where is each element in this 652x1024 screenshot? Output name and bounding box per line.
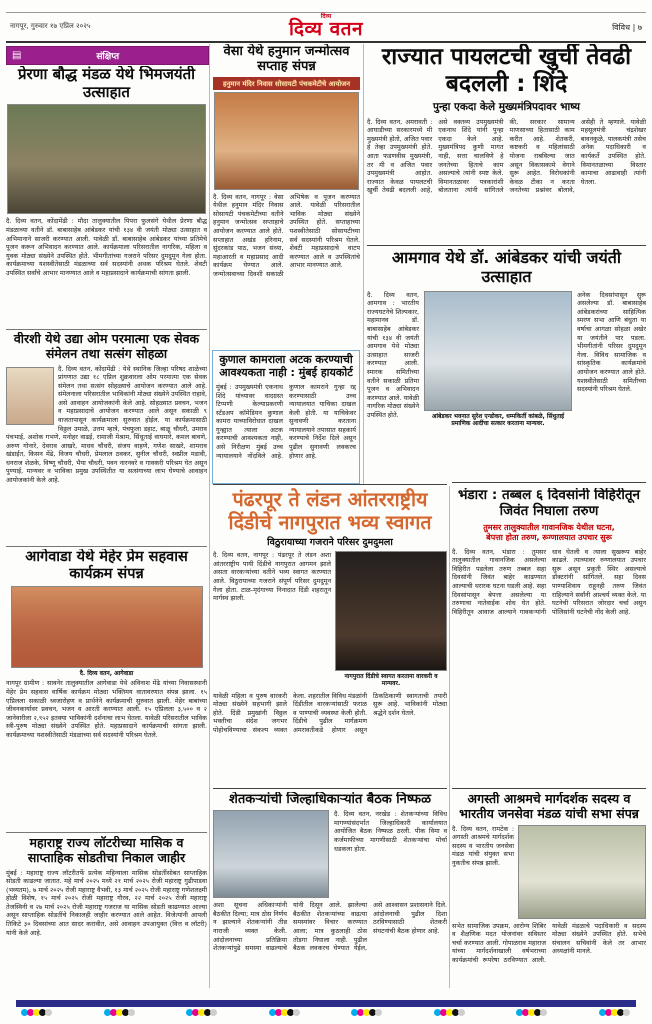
article-agasti <box>452 792 646 988</box>
masthead-title: दिव्य वतन <box>288 18 364 40</box>
article-bhimjayanti <box>6 66 207 328</box>
vesa-subhead-strap: हनुमान मंदिर निवास सोसायटी पंचकमेटीचे आयोजन <box>213 77 360 90</box>
article-dindi <box>213 488 447 786</box>
article-headline: पंढरपूर ते लंडन आंतरराष्ट्रीय दिंडीचे नागपुरात भव्य स्वागत <box>228 488 432 534</box>
article-body-right: अनेक दिवसांपासून सुरू असलेल्या डॉ. बाबासाहेब आंबेडकरांच्या साहित्यिक स्मरण सभा आणि बंधुता या वर्षाचा आगळा सोहळा अखेर या जयंतीने पार पडला. भीमगीतांनी परिसर दुमदुमून गेला. विविध सामाजिक व सांस्कृतिक कार्यक्रमांचे आयोजन करण्यात आले होते. यशस्वीतेसाठी समितीच्या सदस्यांनी परिश्रम घेतले. <box>577 290 646 394</box>
article-body-continued: अशा सूचना अधिकाऱ्यांनी बैठकीत दिल्या; मात्र ठोस निर्णय न झाल्याने शेतकऱ्यांनी तीव्र नाराजी व्यक्त केली. आंदोलनाच्या प्रतिक्रिया शेतकऱ्यांपुढे समस्या वाढल्याचे यांनी दिसून आले. झालेल्या बैठकीत शेतकऱ्यांच्या वाढत्या समस्यांवर विचार करण्यात आला; मात्र कुठलाही ठोस तोडगा निघाला नाही. पुढील बैठक लवकरच घेण्यात येईल, असे आश्वासन प्रशासनाने दिले. आंदोलनाची पुढील दिशा ठरविण्यासाठी शेतकरी संघटनांची बैठक होणार आहे. <box>213 901 447 953</box>
section-page-number: विविध | ७ <box>612 23 642 32</box>
article-divider <box>6 546 207 547</box>
article-headline: अगस्ती आश्रमचे मार्गदर्शक सदस्य व भारतीय जनसेवा मंडळ यांची सभा संपन्न <box>459 792 639 821</box>
article-subhead-2: बेपत्ता होता तरुण, रूग्णालयात उपचार सुरू <box>486 533 612 543</box>
cmyk-dot-group <box>22 1009 52 1016</box>
dindi-figure <box>335 551 447 687</box>
article-shinde <box>367 44 646 242</box>
article-body: दै. दिव्य वतन, अमरावती : आघाडीच्या सरकारमध्ये मी मुख्यमंत्री होतो, अजित पवार हे तेव्हा उपमुख्यमंत्री होते. आता फडणवीस मुख्यमंत्री, तर मी व अजित पवार उपमुख्यमंत्री आहोत. राज्यात केवळ पायलटची खुर्ची तेवढी बदलली आहे, असे वक्तव्य उपमुख्यमंत्री एकनाथ शिंदे यांनी पुन्हा एकदा केले आहे. मुख्यमंत्रिपद कुणी मागत नाही, सत्ता चालविणे हे जनतेच्या हिताचे काम असल्याचे त्यांनी स्पष्ट केले. विमानतळावर पत्रकारांशी बोलताना त्यांनी सांगितले की, सरकार सामान्य माणसाच्या हितासाठी काम करीत आहे. शेतकरी, कष्टकरी व महिलांसाठी योजना राबविल्या जात असून विकासकामे वेगाने सुरू आहेत. विरोधकांनी केवळ टीका न करता जनतेच्या प्रश्नांवर बोलावे, असेही ते म्हणाले. यावेळी महसूलमंत्री चंद्रशेखर बावनकुळे, पालकमंत्री तसेच अनेक पदाधिकारी व कार्यकर्ते उपस्थित होते. विमानतळाच्या विस्तार कामाचा आढावाही त्यांनी घेतला. <box>367 117 646 195</box>
print-registration-marks <box>22 1009 630 1016</box>
article-headline: आमगाव येथे डॉ. आंबेडकर यांची जयंती उत्साहात <box>391 249 622 286</box>
article-virashi <box>6 332 207 544</box>
agewada-photo <box>11 586 203 668</box>
column-divider <box>209 44 210 988</box>
amgaon-figure <box>424 291 572 427</box>
masthead <box>6 14 646 39</box>
article-kunal <box>212 350 360 484</box>
column-divider <box>363 44 364 484</box>
article-body: दै. दिव्य वतन, भंडारा : तुमसर तालुक्यातील गावानजिक असलेल्या विहिरीत पडलेला तरुण तब्बल सहा दिवसांनी जिवंत बाहेर काढण्यात आल्याची थरारक घटना घडली आहे. सहा दिवसांपासून बेपत्ता असलेल्या या तरुणाचा नातेवाईक शोध घेत होते. विहिरीतून आवाज आल्याने गावकऱ्यांनी धाव घेतली व त्याला सुखरूप बाहेर काढले. त्याच्यावर रुग्णालयात उपचार सुरू असून प्रकृती स्थिर असल्याचे डॉक्टरांनी सांगितले. सहा दिवस पाण्याशिवाय राहूनही तरुण जिवंत राहिल्याने सर्वांनी आश्चर्य व्यक्त केले. या घटनेची परिसरात जोरदार चर्चा असून पोलिसांनी घटनेची नोंद केली आहे. <box>452 547 646 616</box>
article-headline: शेतकऱ्यांची जिल्हाधिकाऱ्यांत बैठक निष्फळ <box>229 792 431 807</box>
article-body-continued: यावेळी महिला व पुरुष वारकरी मोठ्या संख्येने सहभागी झाले होते. दिंडी प्रमुखांनी विठ्ठल भक्तीचा संदेश जगभर पोहोचविण्याचा संकल्प व्यक्त केला. शहरातील विविध मंडळांनी दिंडीतील वारकऱ्यांसाठी फराळ व पाण्याची व्यवस्था केली होती. दिंडीचे पुढील मार्गक्रमण अमरावतीकडे होणार असून ठिकठिकाणी स्वागताची तयारी सुरू आहे. भाविकांनी मोठ्या श्रद्धेने दर्शन घेतले. <box>213 691 447 734</box>
page-header <box>6 12 646 43</box>
article-body: दै. दिव्य वतन, नरखेड : शेतकऱ्यांच्या विविध मागण्यांसंदर्भात जिल्हाधिकारी कार्यालयात आयोजित बैठक निष्फळ ठरली. पीक विमा व कर्जमाफीच्या मागणीसाठी शेतकऱ्यांचा मोर्चा धडकला होता. <box>334 810 447 853</box>
article-vesa <box>213 44 360 346</box>
article-headline: आगेवाडा येथे मेहेर प्रेम सहवास कार्यक्रम संपन्न <box>25 549 188 583</box>
cmyk-dot-group <box>517 1009 547 1016</box>
article-bhandara <box>452 488 646 786</box>
article-headline: भंडारा : तब्बल ६ दिवसांनी विहिरीतून जिवंत निघाला तरुण <box>457 488 641 519</box>
agasti-photo <box>518 825 646 919</box>
article-divider <box>6 832 207 833</box>
article-body: नागपूर ग्रामीण : सावनेर तालुक्यातील आगेवाडा येथे अविनाश मेंढे यांच्या निवासस्थानी मेहेर प्रेम सहवास वार्षिक कार्यक्रम मोठ्या भक्तिमय वातावरणात संपन्न झाला. १५ एप्रिलला सकाळी ध्वजारोहण व प्रार्थनेने कार्यक्रमाची सुरुवात झाली. मेहेर बाबांच्या जीवनकार्यावर प्रवचन, भजन व आरती करण्यात आली. १५ एप्रिलला ३,५०० व २ जानेवारीला २,९५२ इतक्या भाविकांनी दर्शनाचा लाभ घेतला. यावेळी परिसरातील भाविक स्त्री-पुरुष मोठ्या संख्येने उपस्थित होते. महाप्रसादाने कार्यक्रमाची सांगता झाली. कार्यक्रमाच्या यशस्वीतेसाठी मंडळाच्या सर्व सदस्यांनी परिश्रम घेतले. <box>6 679 207 739</box>
article-headline: वेसा येथे हनुमान जन्मोत्सव सप्ताह संपन्न <box>223 44 350 75</box>
cmyk-dot-group <box>352 1009 382 1016</box>
brief-section-label: संक्षिप्त <box>96 52 120 62</box>
virashi-portrait-photo <box>6 367 54 425</box>
article-divider <box>452 788 646 789</box>
article-body-left: दै. दिव्य वतन, आमगाव : भारतीय राज्यघटनेचे शिल्पकार, महामानव डॉ. बाबासाहेब आंबेडकर यांची १३४ वी जयंती आमगाव येथे मोठ्या उत्साहात साजरी करण्यात आली. स्मारक समितीच्या वतीने सकाळी प्रतिमा पूजन व अभिवादन करण्यात आले. यावेळी नागरिक मोठ्या संख्येने उपस्थित होते. <box>367 290 419 419</box>
article-body: दै. दिव्य वतन, रामटेक : अगस्ती आश्रमचे मार्गदर्शक सदस्य व भारतीय जनसेवा मंडळ यांची संयुक्त सभा नुकतीच संपन्न झाली. <box>452 824 514 867</box>
article-amgaon <box>367 249 646 480</box>
article-divider <box>452 482 646 483</box>
article-lottery <box>6 836 207 988</box>
article-subhead: पुन्हा एकदा केले मुख्यमंत्रिपदावर भाष्य <box>433 101 580 114</box>
cmyk-dot-group <box>105 1009 135 1016</box>
amgaon-photo-caption: आंबेडकर भवनात सुरेश एन्डोकर, धम्मकिर्ती कांबळे, सिंधुताई प्रमाणिक आदींचा सत्कार करताना मान्यवर. <box>431 412 565 427</box>
article-divider <box>6 329 207 330</box>
article-shetkari <box>213 792 447 988</box>
article-divider <box>213 484 447 485</box>
cmyk-dot-group <box>600 1009 630 1016</box>
article-agewada <box>6 549 207 829</box>
article-subhead: विठुरायाच्या गजराने परिसर दुमदुमला <box>267 537 393 548</box>
article-headline: कुणाल कामराला अटक करण्याची आवश्यकता नाही : मुंबई हायकोर्ट <box>219 353 353 379</box>
article-headline: महाराष्ट्र राज्य लॉटरीच्या मासिक व साप्ताहिक सोडतीचा निकाल जाहीर <box>27 836 186 865</box>
cmyk-dot-group <box>435 1009 465 1016</box>
article-headline: राज्यात पायलटची खुर्ची तेवढी बदलली : शिंदे <box>381 44 632 98</box>
column-divider <box>449 486 450 988</box>
article-body: दै. दिव्य वतन, कोंदामेंढी : येथे स्थानिक जिल्हा परिषद शाळेच्या प्रांगणात उद्या १८ एप्रिल शुक्रवारला ओम परमात्मा एक सेवक संमेलन तथा सत्संग सोहळ्याचे आयोजन करण्यात आले आहे. संमेलनाला परिसरातील भाविकांनी मोठ्या संख्येने उपस्थित राहावे, असे आवाहन आयोजकांनी केले आहे. सोहळ्यात प्रवचन, भजन व महाप्रसादाचे आयोजन करण्यात आले असून सकाळी ९ वाजतापासून कार्यक्रमाला सुरुवात होईल. या कार्यक्रमासाठी विठ्ठल उमाळे, उत्तम म्हात्रे, पंचफुला डहाट, बाळू चौधरी, उमराव पंचभाई, अशोक गभणे, मनोहर वाढई, रामाजी मेश्राम, सिंधूताई वाघमारे, कमल बावणे, अरुण गोनारे, देवराव आखरे, माधव चौधरी, संजय वाहणे, गणेश साखरे, शामराव खंडाईत, किसन मेंढे, विजय चौधरी, प्रेमलाल ठवकर, सुनील चौधरी, स्वप्नील मडावी, धनराज शेळके, विष्णू चौधरी, भैया चौधरी, पवन नारनवरे व गावकरी परिश्रम घेत असून पुण्याई, मान्यवर व भाविका प्रमुख उपस्थितीत या सत्संगाच्या लाभ घेण्याचे आवाहन आयोजकांनी केले आहे. <box>6 364 207 485</box>
footer-rule-bar <box>16 1000 636 1007</box>
dindi-photo-caption: नागपुरात दिंडीचे स्वागत करताना वारकरी व मान्यवर. <box>344 673 438 688</box>
newspaper-icon: ▤ <box>12 49 22 61</box>
article-headline: प्रेरणा बौद्ध मंडळ येथे भिमजयंती उत्साहात <box>17 66 196 101</box>
article-body: दै. दिव्य वतन, कोंदामेंढी : मौदा तालुक्यातील पिपरा फुलसंगे येथील प्रेरणा बौद्ध मंडळाच्या वतीने डॉ. बाबासाहेब आंबेडकर यांची १३४ वी जयंती मोठ्या उत्साहात व अभिमानाने साजरी करण्यात आली. यावेळी डॉ. बाबासाहेब आंबेडकर यांच्या प्रतिमेचे पूजन करून अभिवादन करण्यात आले. कार्यक्रमाला परिसरातील नागरिक, महिला व युवक मोठ्या संख्येने उपस्थित होते. भीमगीतांच्या गजराने परिसर दुमदुमून गेला होता. कार्यक्रमाच्या यशस्वीतेसाठी मंडळाच्या सर्व सदस्यांनी अथक परिश्रम घेतले. शेवटी उपस्थित सर्वांचे आभार मानण्यात आले व महाप्रसादाने कार्यक्रमाची सांगता झाली. <box>6 217 207 277</box>
cmyk-dot-group <box>270 1009 300 1016</box>
cmyk-dot-group <box>187 1009 217 1016</box>
article-body-continued: सभेत सामाजिक उपक्रम, आरोग्य शिबिर व शैक्षणिक मदत योजनांवर सविस्तर चर्चा करण्यात आली. गोपाळराव महाराज यांच्या मार्गदर्शनाखाली वर्षभराच्या कार्यक्रमांची रूपरेषा ठरविण्यात आली. यावेळी मंडळाचे पदाधिकारी व सदस्य मोठ्या संख्येने उपस्थित होते. सभेचे संचालन सचिवांनी केले तर आभार अध्यक्षांनी मानले. <box>452 921 646 964</box>
article-divider <box>213 788 447 789</box>
article-divider <box>367 245 646 246</box>
brief-section-bar <box>6 46 209 65</box>
bhimjayanti-photo <box>7 104 206 214</box>
article-body: दै. दिव्य वतन, नागपूर : वेसा येथील हनुमान मंदिर निवास सोसायटी पंचकमेटीच्या वतीने हनुमान जन्मोत्सव सप्ताहाचे आयोजन करण्यात आले होते. सप्ताहात अखंड हरिनाम, सुंदरकांड पाठ, भजन संध्या, महाआरती व महाप्रसाद आदी कार्यक्रम घेण्यात आले. जन्मोत्सवाच्या दिवशी सकाळी अभिषेक व पूजन करण्यात आले. यावेळी परिसरातील भाविक मोठ्या संख्येने उपस्थित होते. सप्ताहाच्या यशस्वीतेसाठी सोसायटीच्या सर्व सदस्यांनी परिश्रम घेतले. शेवटी महाप्रसादाचे वाटप करण्यात आले व उपस्थितांचे आभार मानण्यात आले. <box>213 192 360 278</box>
shetkari-photo <box>213 810 329 898</box>
article-body: मुंबई : महाराष्ट्र राज्य लॉटरीतर्फे प्रत्येक महिन्याला मासिक सोडतींसोबत साप्ताहिक सोडती काढल्या जातात. महे मार्च २०२५ मध्ये २१ मार्च २०२५ रोजी महाराष्ट्र गुढीपाडवा (भव्यतम), ७ मार्च २०२५ रोजी महाराष्ट्र वैभवी, १३ मार्च २०२५ रोजी महाराष्ट्र गणेशलक्ष्मी होळी विशेष, १५ मार्च २०२५ रोजी महाराष्ट्र गौरव, २२ मार्च २०२५ रोजी महाराष्ट्र तेजस्विनी व २७ मार्च २०२५ रोजी महाराष्ट्र गजराज या मासिक सोडती काढण्यात आल्या असून साप्ताहिक सोडतींचे निकालही जाहीर करण्यात आले आहेत. विजेत्यांनी आपली तिकिटे ३० दिवसांच्या आत सादर करावीत, असे आवाहन उपआयुक्त (वित्त व लॉटरी) यांनी केले आहे. <box>6 868 207 937</box>
dindi-photo <box>335 551 447 671</box>
dateline: नागपूर, गुरुवार १७ एप्रिल २०२५ <box>10 22 91 30</box>
article-headline: वीरशी येथे उद्या ओम परमात्मा एक सेवक संमेलन तथा सत्संग सोहळा <box>13 332 200 361</box>
article-subhead-1: तुमसर तालुक्यातील गावानजिक येथील घटना, <box>483 522 615 532</box>
article-body: मुंबई : उपमुख्यमंत्री एकनाथ शिंदे यांच्यावर वादग्रस्त टिप्पणी केल्याप्रकरणी स्टँडअप कॉमेडियन कुणाल कामरा याच्याविरोधात दाखल गुन्ह्यात त्याला अटक करण्याची आवश्यकता नाही, असे निरीक्षण मुंबई उच्च न्यायालयाने नोंदविले आहे. कुणाल कामराने गुन्हा रद्द करण्यासाठी उच्च न्यायालयात याचिका दाखल केली होती. या याचिकेवर सुनावणी करताना न्यायालयाने तपासात सहकार्य करण्याचे निर्देश दिले असून पुढील सुनावणी लवकरच होणार आहे. <box>216 382 356 460</box>
masthead-top-label: दिव्य <box>320 13 332 20</box>
agewada-figure <box>6 586 207 677</box>
agewada-photo-caption: दै. दिव्य वतन, आगेवाडा <box>79 670 134 678</box>
vesa-photo <box>214 92 359 190</box>
amgaon-photo <box>424 291 572 411</box>
article-body: दै. दिव्य वतन, नागपूर : पंढरपूर ते लंडन अशा आंतरराष्ट्रीय पायी दिंडीचे नागपुरात आगमन झाले असता वारकऱ्यांच्या वतीने भव्य स्वागत करण्यात आले. विठुरायाच्या गजराने संपूर्ण परिसर दुमदुमून गेला होता. टाळ-मृदंगाच्या निनादात दिंडी शहरातून मार्गस्थ झाली. <box>213 551 331 603</box>
